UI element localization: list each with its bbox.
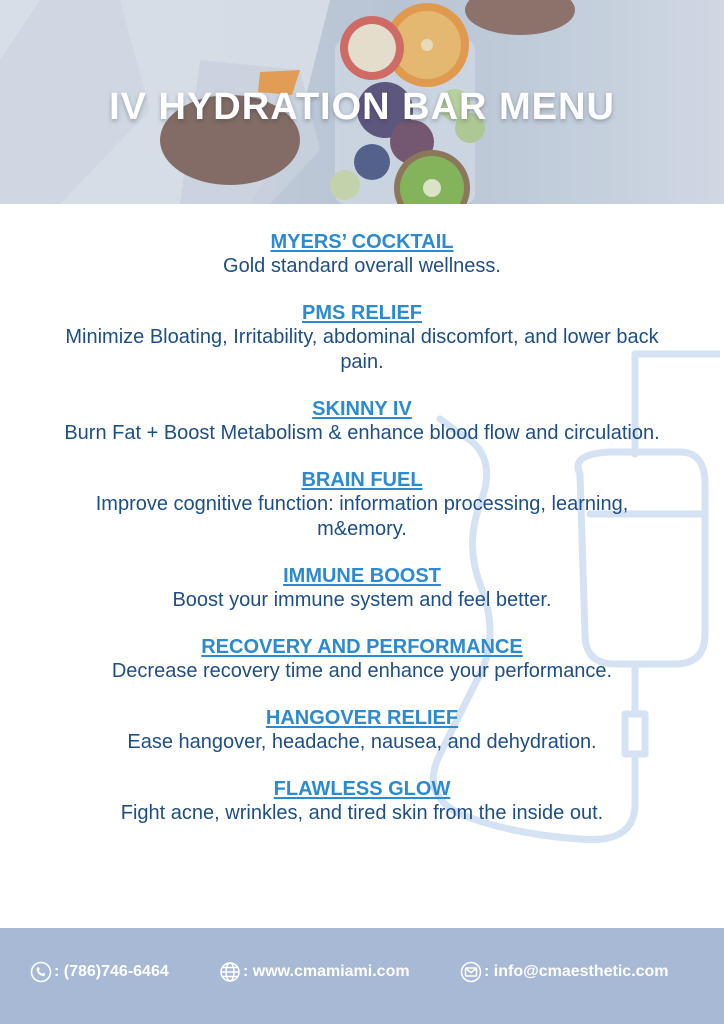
menu-section — [0, 204, 724, 928]
menu-item — [0, 635, 724, 684]
menu-item-name: PMS RELIEF — [301, 302, 422, 324]
phone-contact[interactable] — [30, 960, 169, 984]
menu-item-description: Ease hangover, headache, nausea, and dehydration. — [127, 731, 597, 753]
website-link: : www.cmamiami.com — [243, 963, 410, 980]
menu-item — [0, 564, 724, 613]
menu-item-description: Fight acne, wrinkles, and tired skin from the inside out. — [120, 802, 604, 824]
menu-item-description: Gold standard overall wellness. — [223, 255, 501, 277]
email-contact[interactable] — [460, 960, 669, 984]
menu-item — [0, 230, 724, 279]
email-icon — [460, 961, 482, 983]
phone-number: : (786)746-6464 — [54, 963, 169, 980]
menu-item-name: IMMUNE BOOST — [283, 565, 441, 587]
phone-icon — [30, 961, 52, 983]
page-title: IV HYDRATION BAR MENU — [109, 86, 615, 128]
menu-item — [0, 397, 724, 446]
menu-item-name: SKINNY IV — [312, 398, 412, 420]
menu-item-name: RECOVERY AND PERFORMANCE — [201, 636, 523, 658]
menu-list — [0, 230, 724, 848]
menu-item-description: Decrease recovery time and enhance your performance. — [111, 660, 613, 682]
email-address: : info@cmaesthetic.com — [484, 963, 669, 980]
menu-item — [0, 706, 724, 755]
menu-item-name: BRAIN FUEL — [301, 469, 423, 491]
menu-item-description: Burn Fat + Boost Metabolism & enhance blood flow and circulation. — [64, 422, 660, 444]
header-banner — [0, 0, 724, 204]
menu-item-description: Improve cognitive function: information processing, learning, m&emory. — [95, 493, 629, 540]
menu-item — [0, 777, 724, 826]
menu-item-name: MYERS’ COCKTAIL — [270, 231, 454, 253]
menu-item-description: Minimize Bloating, Irritability, abdominal discomfort, and lower back pain. — [65, 326, 659, 373]
menu-item-name: FLAWLESS GLOW — [273, 778, 451, 800]
globe-icon — [219, 961, 241, 983]
menu-item-name: HANGOVER RELIEF — [265, 707, 459, 729]
menu-item — [0, 468, 724, 542]
website-contact[interactable] — [219, 960, 410, 984]
menu-item — [0, 301, 724, 375]
contact-footer — [0, 928, 724, 1024]
menu-item-description: Boost your immune system and feel better. — [172, 589, 552, 611]
